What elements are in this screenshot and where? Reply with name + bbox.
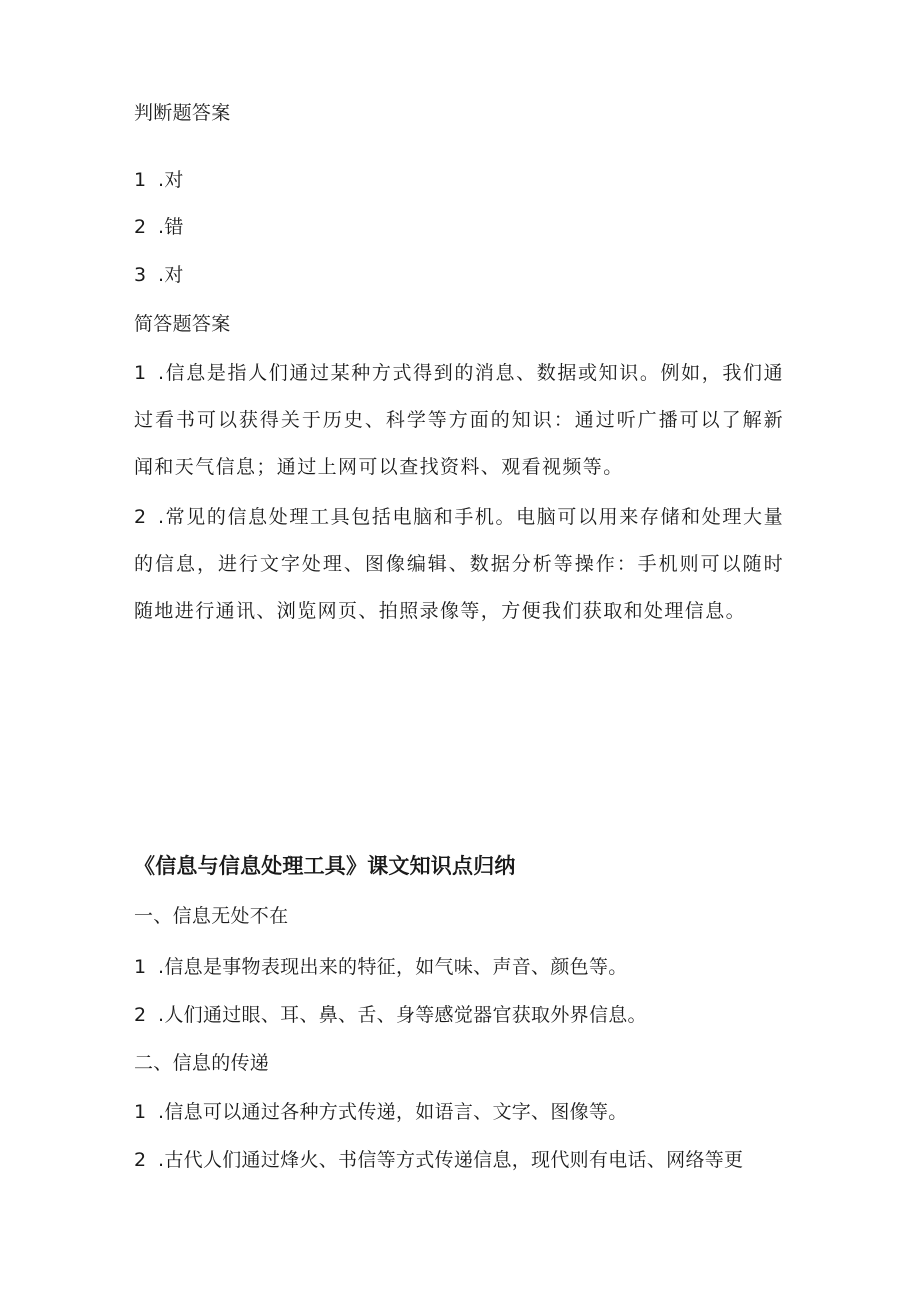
- item-text: .信息是指人们通过某种方式得到的消息、数据或知识。例如，我们通过看书可以获得关于历史、科学等方面的知识：通过听广播可以了解新闻和天气信息；通过上网可以查找资料、观看视频等。: [134, 362, 784, 478]
- part2-item-1: [134, 1099, 628, 1125]
- item-text: .信息可以通过各种方式传递，如语言、文字、图像等。: [158, 1101, 628, 1123]
- item-text: .人们通过眼、耳、鼻、舌、身等感觉器官获取外界信息。: [158, 1004, 647, 1026]
- short-item-1: [134, 350, 784, 491]
- part2-heading: 二、信息的传递: [134, 1052, 270, 1074]
- item-text: .对: [158, 264, 184, 286]
- item-text: .古代人们通过烽火、书信等方式传递信息，现代则有电话、网络等更: [158, 1149, 744, 1171]
- item-text: .对: [158, 169, 184, 191]
- short-item-2: [134, 494, 784, 635]
- item-text: .信息是事物表现出来的特征，如气味、声音、颜色等。: [158, 956, 628, 978]
- item-number: 1: [134, 1101, 147, 1123]
- part1-heading: 一、信息无处不在: [134, 905, 289, 927]
- item-number: 3: [134, 264, 147, 286]
- part2-item-2: [134, 1147, 743, 1173]
- short-heading: 简答题答案: [134, 313, 231, 335]
- judge-item-2: [134, 214, 184, 240]
- part1-item-1: [134, 954, 628, 980]
- part1-item-2: [134, 1002, 647, 1028]
- judge-heading: 判断题答案: [134, 102, 231, 124]
- item-number: 2: [134, 216, 147, 238]
- item-number: 1: [134, 956, 147, 978]
- item-number: 2: [134, 1004, 147, 1026]
- summary-title: 《信息与信息处理工具》课文知识点归纳: [134, 854, 516, 878]
- item-number: 1: [134, 169, 147, 191]
- judge-item-3: [134, 262, 184, 288]
- item-number: 1: [134, 362, 148, 384]
- item-text: .错: [158, 216, 184, 238]
- judge-item-1: [134, 167, 184, 193]
- item-number: 2: [134, 506, 148, 528]
- item-number: 2: [134, 1149, 147, 1171]
- item-text: .常见的信息处理工具包括电脑和手机。电脑可以用来存储和处理大量的信息，进行文字处理、图像编辑、数据分析等操作：手机则可以随时随地进行通讯、浏览网页、拍照录像等，方便我们获取和处理信息。: [134, 506, 784, 622]
